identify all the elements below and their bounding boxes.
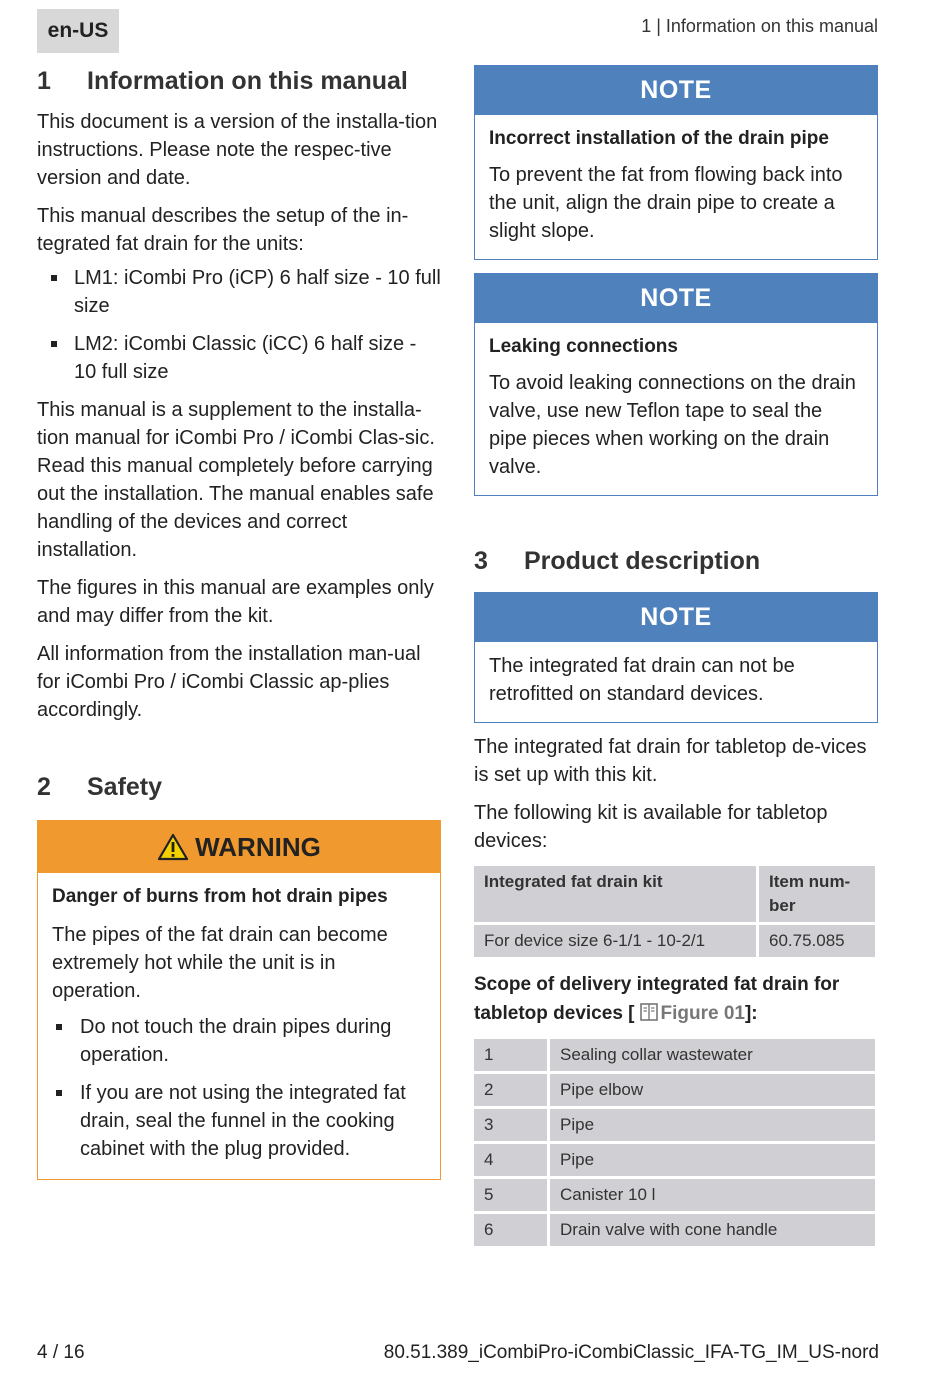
table-row <box>474 1109 875 1141</box>
note-body <box>475 115 877 259</box>
section-3-paragraph-1: The integrated fat drain for tabletop de-vices is set up with this kit. <box>474 736 867 786</box>
item-number: 1 <box>474 1039 547 1071</box>
scope-title-end: ]: <box>744 1003 758 1024</box>
note-header: NOTE <box>475 593 877 642</box>
section-1-number: 1 <box>37 67 51 95</box>
left-column <box>37 64 441 1180</box>
figure-link[interactable]: Figure 01 <box>660 1003 745 1024</box>
section-3-title: Product description <box>524 547 761 575</box>
list-item: LM1: iCombi Pro (iCP) 6 half size - 10 full size <box>37 264 441 320</box>
note-title: Incorrect installation of the drain pipe <box>489 128 829 149</box>
table-header-cell: Item num-ber <box>759 866 875 922</box>
table-row <box>474 1074 875 1106</box>
section-3-paragraph-2: The following kit is available for tabletop devices: <box>474 802 828 852</box>
document-id: 80.51.389_iCombiPro-iCombiClassic_IFA-TG_IM_US-nord <box>383 1342 879 1363</box>
item-name: Pipe <box>550 1109 875 1141</box>
warning-box <box>37 820 441 1180</box>
table-cell: For device size 6-1/1 - 10-2/1 <box>474 925 756 957</box>
section-2-heading <box>37 770 441 804</box>
note-box-leaking <box>474 273 878 496</box>
item-name: Drain valve with cone handle <box>550 1214 875 1246</box>
kit-table <box>471 863 878 960</box>
note-box-retrofit <box>474 592 878 723</box>
section-1-paragraph-1: This document is a version of the installa-tion instructions. Please note the respec-tive version and date. <box>37 111 438 189</box>
book-icon <box>639 1002 659 1022</box>
section-2-title: Safety <box>87 773 163 801</box>
item-name: Canister 10 l <box>550 1179 875 1211</box>
item-number: 6 <box>474 1214 547 1246</box>
list-item: If you are not using the integrated fat drain, seal the funnel in the cooking cabinet with the plug provided. <box>52 1079 426 1163</box>
scope-of-delivery-title <box>474 970 879 1028</box>
unit-list <box>37 264 441 386</box>
language-badge: en-US <box>37 9 119 53</box>
table-cell: 60.75.085 <box>759 925 875 957</box>
table-row <box>474 1039 875 1071</box>
note-box-drain-pipe <box>474 65 878 260</box>
table-row <box>474 1214 875 1246</box>
warning-header <box>38 821 440 873</box>
note-header: NOTE <box>475 66 877 115</box>
item-name: Pipe elbow <box>550 1074 875 1106</box>
item-number: 4 <box>474 1144 547 1176</box>
section-1-paragraph-4: The figures in this manual are examples only and may differ from the kit. <box>37 577 434 627</box>
note-header: NOTE <box>475 274 877 323</box>
scope-title-text: Scope of delivery integrated fat drain for tabletop devices [ <box>474 974 840 1024</box>
section-1-paragraph-5: All information from the installation man-ual for iCombi Pro / iCombi Classic ap-plies accordingly. <box>37 643 421 721</box>
section-2-number: 2 <box>37 773 51 801</box>
list-item: LM2: iCombi Classic (iCC) 6 half size - 10 full size <box>37 330 441 386</box>
item-number: 5 <box>474 1179 547 1211</box>
note-body <box>475 642 877 722</box>
table-row <box>474 1144 875 1176</box>
section-1-title: Information on this manual <box>87 67 408 95</box>
right-column <box>474 64 879 1249</box>
warning-triangle-icon <box>157 833 189 861</box>
table-header-cell: Integrated fat drain kit <box>474 866 756 922</box>
page-number: 4 / 16 <box>37 1342 85 1363</box>
item-name: Sealing collar wastewater <box>550 1039 875 1071</box>
warning-label: WARNING <box>195 832 321 862</box>
warning-body <box>38 873 440 1179</box>
note-title: Leaking connections <box>489 336 678 357</box>
section-1-paragraph-3: This manual is a supplement to the installa-tion manual for iCombi Pro / iCombi Clas-sic. Read this manual completely before carrying out the installation. The manual enables safe handling of the devices and correct installation. <box>37 399 435 561</box>
table-header-row <box>474 866 875 922</box>
item-number: 3 <box>474 1109 547 1141</box>
section-3-heading <box>474 544 879 578</box>
list-item: Do not touch the drain pipes during operation. <box>52 1013 426 1069</box>
warning-text: The pipes of the fat drain can become extremely hot while the unit is in operation. <box>52 924 388 1002</box>
warning-title: Danger of burns from hot drain pipes <box>52 886 388 907</box>
item-number: 2 <box>474 1074 547 1106</box>
note-text: The integrated fat drain can not be retrofitted on standard devices. <box>489 655 795 705</box>
note-text: To prevent the fat from flowing back into the unit, align the drain pipe to create a slight slope. <box>489 164 843 242</box>
section-3-number: 3 <box>474 547 488 575</box>
scope-table <box>471 1036 878 1249</box>
note-body <box>475 323 877 495</box>
section-1-heading <box>37 64 441 98</box>
table-row <box>474 925 875 957</box>
item-name: Pipe <box>550 1144 875 1176</box>
section-1-paragraph-2: This manual describes the setup of the in-tegrated fat drain for the units: <box>37 205 409 255</box>
chapter-reference: 1 | Information on this manual <box>641 16 878 36</box>
table-row <box>474 1179 875 1211</box>
warning-list <box>52 1013 426 1163</box>
note-text: To avoid leaking connections on the drain valve, use new Teflon tape to seal the pipe pieces when working on the drain valve. <box>489 372 856 478</box>
